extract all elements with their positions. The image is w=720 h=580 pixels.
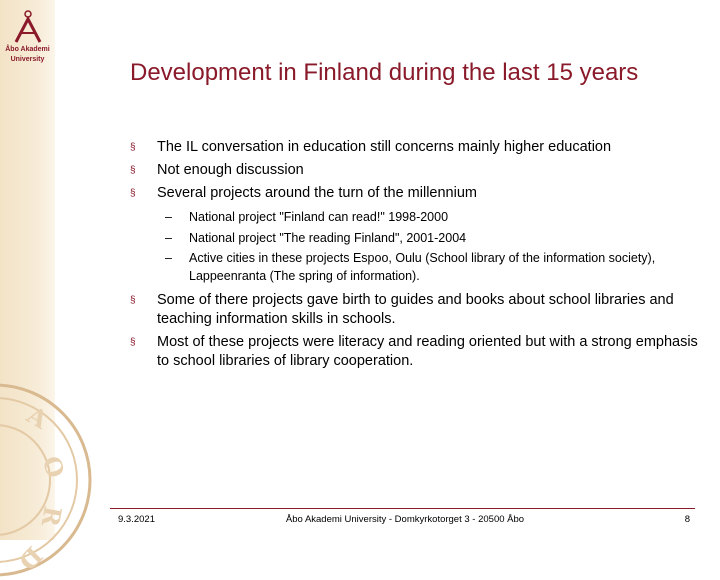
bullet-text: The IL conversation in education still concerns mainly higher education [157, 139, 612, 155]
bullet-item [130, 138, 700, 157]
sub-bullet-text: National project "Finland can read!" 1998-2000 [189, 210, 449, 224]
dash-marker: – [165, 251, 172, 265]
bullet-text: Several projects around the turn of the millennium [157, 185, 477, 201]
bullet-text: Some of there projects gave birth to guides and books about school libraries and teaching information skills in schools. [157, 292, 674, 327]
bullet-item [130, 184, 700, 203]
svg-text:R: R [35, 503, 68, 529]
bullet-marker-icon: § [130, 188, 136, 199]
bullet-item [130, 161, 700, 180]
slide-title: Development in Finland during the last 15 years [130, 59, 639, 86]
bullet-marker-icon: § [130, 295, 136, 306]
sub-bullet-item [165, 209, 700, 227]
bullet-list [130, 138, 700, 375]
bullet-text: Not enough discussion [157, 162, 304, 178]
footer-address: Åbo Akademi University - Domkyrkotorget 3 - 20500 Åbo [285, 514, 525, 525]
bullet-marker-icon: § [130, 337, 136, 348]
sub-bullet-text: Active cities in these projects Espoo, Oulu (School library of the information society), Lappeenranta (The spring of information). [189, 251, 656, 283]
svg-text:D: D [13, 540, 49, 576]
dash-marker: – [165, 210, 172, 224]
logo-line-2: University [10, 56, 45, 63]
bullet-item [130, 333, 700, 371]
footer-divider [110, 508, 695, 509]
seal-watermark-icon [0, 380, 71, 580]
sub-bullet-item [165, 250, 700, 285]
bullet-marker-icon: § [130, 165, 136, 176]
bullet-text: Most of these projects were literacy and reading oriented but with a strong emphasis to school libraries of library cooperation. [157, 334, 698, 369]
svg-text:A: A [22, 400, 53, 435]
logo-line-1: Åbo Akademi [5, 46, 50, 53]
logo-emblem-icon [13, 10, 43, 44]
sub-bullet-item [165, 230, 700, 248]
university-logo [0, 10, 55, 64]
dash-marker: – [165, 230, 172, 245]
bullet-item [130, 291, 700, 329]
sub-bullet-text: National project "The reading Finland", 2001-2004 [189, 230, 467, 245]
svg-text:O: O [36, 452, 71, 482]
footer-date: 9.3.2021 [118, 514, 155, 525]
page-number: 8 [684, 514, 690, 525]
bullet-marker-icon: § [130, 142, 136, 153]
